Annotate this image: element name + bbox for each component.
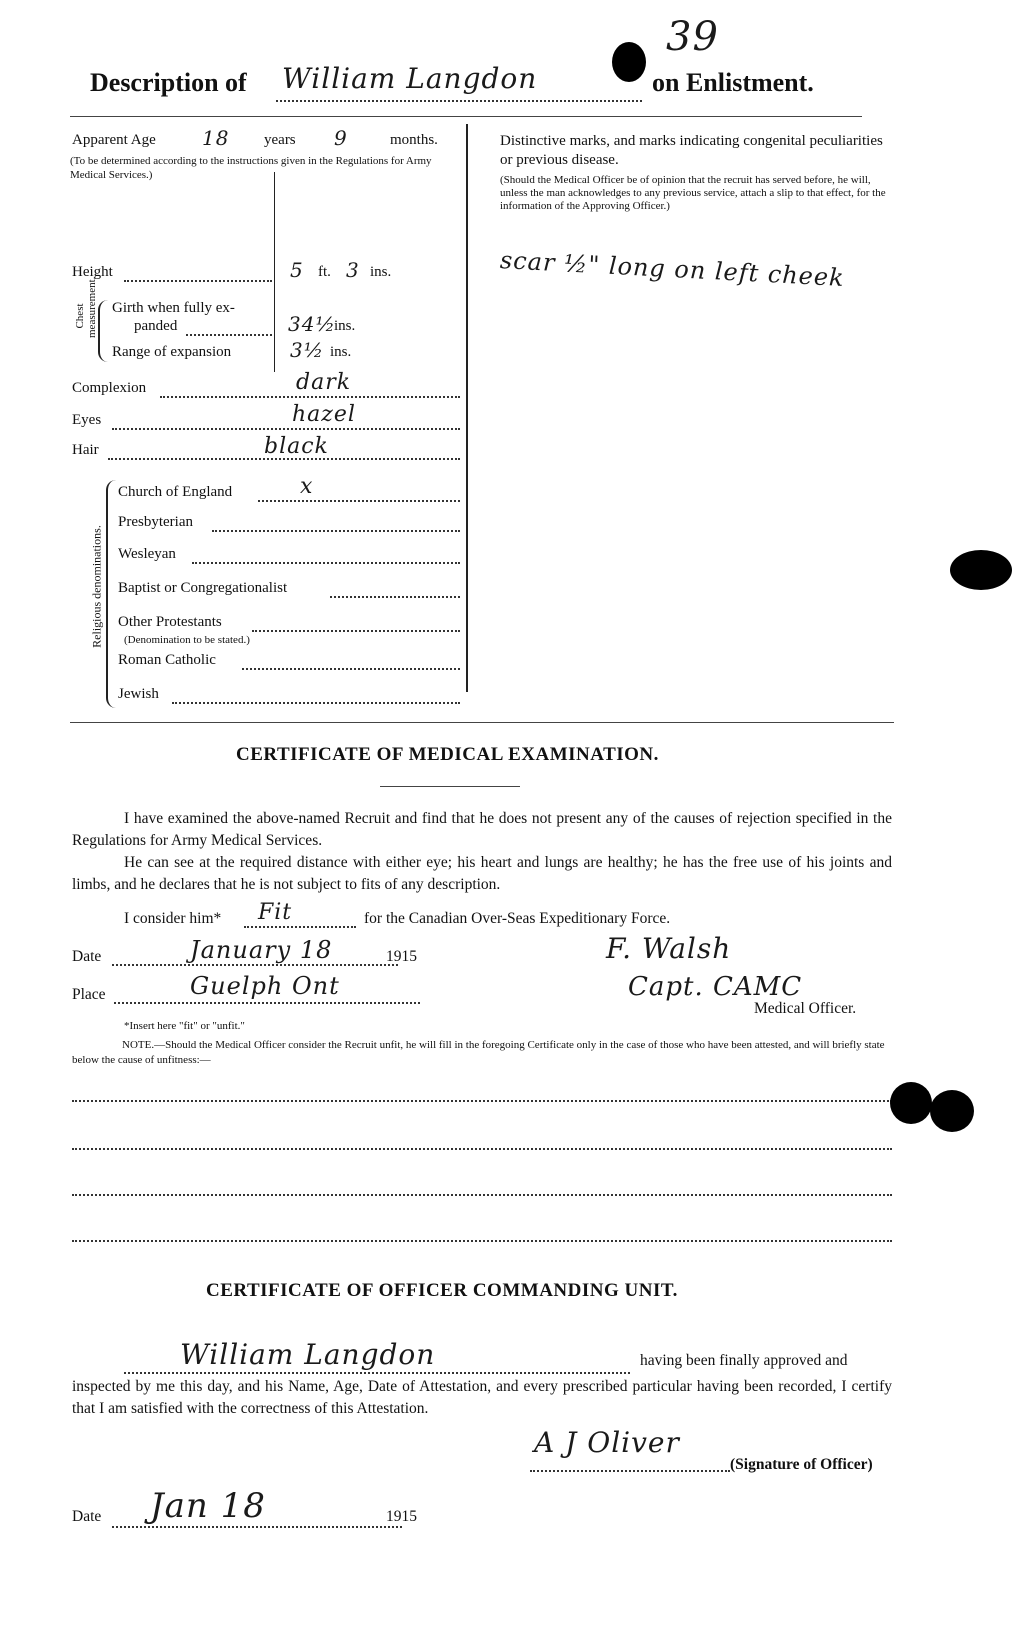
commanding-date-dots bbox=[112, 1526, 402, 1528]
commanding-text-a: having been finally approved and bbox=[640, 1352, 848, 1369]
punch-hole-right-1 bbox=[950, 550, 1012, 590]
recruit-name: William Langdon bbox=[282, 62, 538, 95]
height-ft: 5 bbox=[290, 258, 304, 282]
commanding-text-b: inspected by me this day, and his Name, Age, Date of Attestation, and every prescribed particular having been recorded, I certify that I am satisfied with the correctness of this Attestation. bbox=[72, 1378, 892, 1417]
header-suffix: on Enlistment. bbox=[652, 68, 814, 97]
hair-label: Hair bbox=[72, 442, 99, 458]
expansion-label: Range of expansion bbox=[112, 344, 232, 360]
complexion-dots bbox=[160, 396, 460, 398]
height-dots bbox=[124, 280, 272, 282]
medical-title: CERTIFICATE OF MEDICAL EXAMINATION. bbox=[236, 744, 659, 765]
religion-dots-6 bbox=[172, 702, 460, 704]
unfitness-note: NOTE.—Should the Medical Officer consider the Recruit unfit, he will fill in the foregoing Certificate only in the case of those who have been attested, and will briefly state below the cause of unfitness:— bbox=[72, 1039, 885, 1066]
place-label: Place bbox=[72, 986, 106, 1003]
medical-officer-title: Medical Officer. bbox=[754, 1000, 857, 1017]
consider-dots bbox=[244, 926, 356, 928]
eyes-dots bbox=[112, 428, 460, 430]
age-note: (To be determined according to the instructions given in the Regulations for Army Medical Services.) bbox=[70, 155, 432, 181]
religion-label-6: Jewish bbox=[118, 686, 159, 702]
commanding-signature-dots bbox=[530, 1470, 730, 1472]
medical-date-year: 1915 bbox=[386, 948, 417, 965]
religion-dots-5 bbox=[242, 668, 460, 670]
name-line bbox=[276, 100, 642, 102]
consider-value: Fit bbox=[258, 900, 293, 925]
header-prefix: Description of bbox=[90, 68, 247, 97]
medical-date-dots bbox=[112, 964, 398, 966]
age-years: 18 bbox=[202, 126, 230, 150]
ft-label: ft. bbox=[318, 264, 331, 280]
place-value: Guelph Ont bbox=[190, 972, 340, 1000]
punch-hole-right-3 bbox=[930, 1090, 974, 1132]
religion-label-3: Baptist or Congregationalist bbox=[118, 580, 288, 596]
age-months: 9 bbox=[334, 126, 348, 150]
consider-prefix: I consider him* bbox=[124, 910, 222, 927]
commanding-signature: A J Oliver bbox=[534, 1426, 680, 1459]
marks-note: (Should the Medical Officer be of opinion that the recruit has served before, he will, unless the man acknowledges to any previous service, attach a slip to that effect, for the information of the Approving Officer.) bbox=[500, 174, 886, 212]
marks-title: Distinctive marks, and marks indicating congenital peculiarities or previous disease. bbox=[500, 133, 883, 168]
page-number: 39 bbox=[666, 14, 719, 60]
medical-title-rule bbox=[380, 786, 520, 787]
religion-dots-0 bbox=[258, 500, 460, 502]
medical-officer-signature: F. Walsh bbox=[606, 932, 732, 965]
religion-label-2: Wesleyan bbox=[118, 546, 176, 562]
ins-label: ins. bbox=[370, 264, 392, 280]
months-label: months. bbox=[390, 132, 438, 148]
chest-brace bbox=[98, 300, 108, 362]
medical-date-label: Date bbox=[72, 948, 102, 965]
complexion-label: Complexion bbox=[72, 380, 147, 396]
religion-mark-0: x bbox=[300, 474, 314, 499]
girth-label-2: panded bbox=[134, 318, 178, 334]
punch-hole-top bbox=[612, 42, 646, 82]
medical-para-2: He can see at the required distance with either eye; his heart and lungs are healthy; he has the free use of his joints and limbs, and he declares that he is not subject to fits of any description. bbox=[72, 854, 892, 893]
place-dots bbox=[114, 1002, 420, 1004]
religion-brace bbox=[106, 480, 118, 708]
recruit-name-signed: William Langdon bbox=[180, 1338, 436, 1371]
medical-date-value: January 18 bbox=[190, 936, 333, 964]
eyes-value: hazel bbox=[292, 402, 356, 427]
chest-label: Chest measurement. bbox=[74, 276, 98, 338]
religion-dots-3 bbox=[330, 596, 460, 598]
unfitness-line-3 bbox=[72, 1194, 892, 1196]
header-rule bbox=[70, 116, 862, 117]
marks-value: scar ½" long on left cheek bbox=[499, 246, 846, 293]
expansion-value: 3½ bbox=[290, 338, 325, 362]
religion-dots-4 bbox=[252, 630, 460, 632]
girth-label-1: Girth when fully ex- bbox=[112, 300, 235, 316]
medical-officer-rank: Capt. CAMC bbox=[628, 972, 803, 1002]
religion-label-1: Presbyterian bbox=[118, 514, 193, 530]
height-ins: 3 bbox=[346, 258, 360, 282]
commanding-date-year: 1915 bbox=[386, 1508, 417, 1525]
denomination-note: (Denomination to be stated.) bbox=[124, 634, 250, 646]
unfitness-line-4 bbox=[72, 1240, 892, 1242]
medical-para-1: I have examined the above-named Recruit and find that he does not present any of the causes of rejection specified in the Regulations for Army Medical Services. bbox=[72, 810, 892, 849]
signature-label: (Signature of Officer) bbox=[730, 1456, 873, 1473]
religion-dots-2 bbox=[192, 562, 460, 564]
unfitness-line-1 bbox=[72, 1100, 892, 1102]
eyes-label: Eyes bbox=[72, 412, 102, 428]
age-label: Apparent Age bbox=[72, 132, 156, 148]
religion-dots-1 bbox=[212, 530, 460, 532]
girth-ins: ins. bbox=[334, 318, 356, 334]
insert-note: *Insert here "fit" or "unfit." bbox=[124, 1020, 245, 1032]
complexion-value: dark bbox=[296, 370, 352, 395]
girth-value: 34½ bbox=[288, 312, 336, 336]
hair-value: black bbox=[264, 434, 329, 459]
religion-label-5: Roman Catholic bbox=[118, 652, 216, 668]
girth-dots bbox=[186, 334, 272, 336]
years-label: years bbox=[264, 132, 296, 148]
unfitness-line-2 bbox=[72, 1148, 892, 1150]
column-divider bbox=[466, 124, 468, 692]
punch-hole-right-2 bbox=[890, 1082, 932, 1124]
commanding-date-label: Date bbox=[72, 1508, 102, 1525]
religion-label-0: Church of England bbox=[118, 484, 233, 500]
religion-label-4: Other Protestants bbox=[118, 614, 222, 630]
top-section-rule bbox=[70, 722, 894, 723]
expansion-ins: ins. bbox=[330, 344, 352, 360]
value-column-divider bbox=[274, 172, 275, 372]
recruit-name-dots bbox=[124, 1372, 630, 1374]
commanding-title: CERTIFICATE OF OFFICER COMMANDING UNIT. bbox=[206, 1280, 678, 1301]
commanding-date-value: Jan 18 bbox=[150, 1486, 266, 1526]
religion-group-label: Religious denominations. bbox=[89, 525, 104, 648]
consider-suffix: for the Canadian Over-Seas Expeditionary Force. bbox=[364, 910, 671, 927]
height-label: Height bbox=[72, 264, 113, 280]
